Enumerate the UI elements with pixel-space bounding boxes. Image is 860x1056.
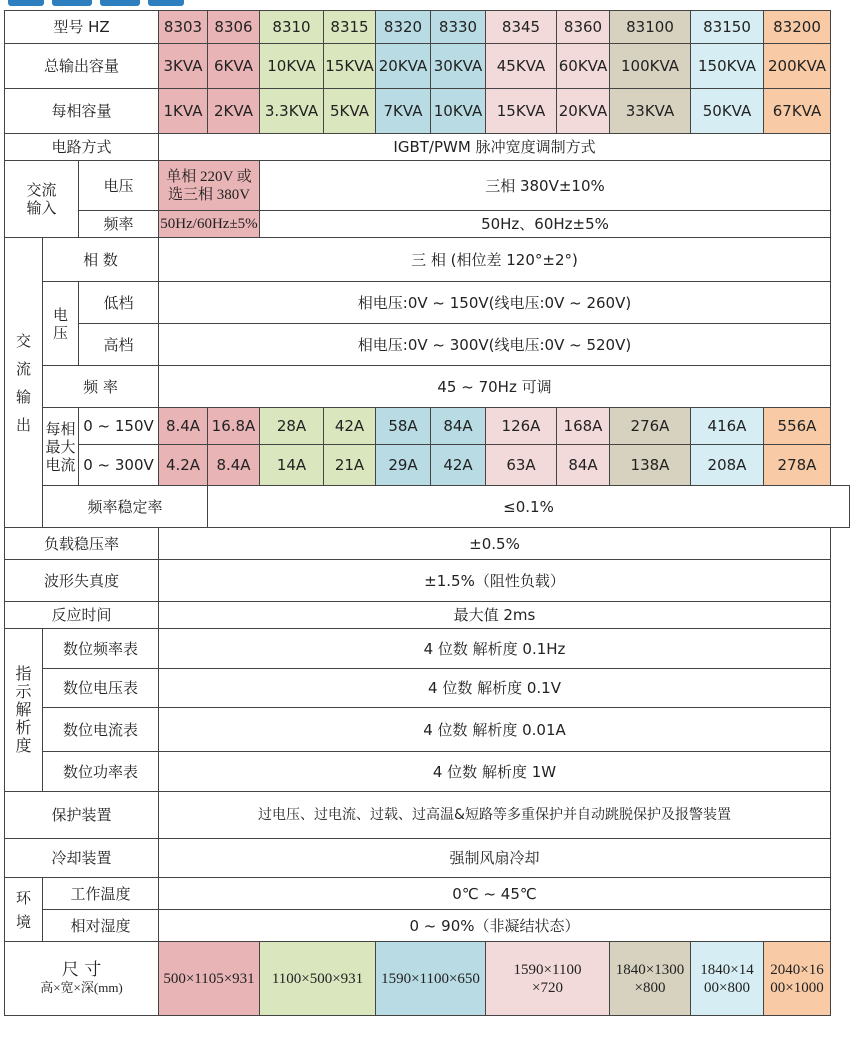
current-range1-row (5, 408, 850, 445)
environment-vertical-text: 环境 (15, 888, 31, 931)
capacity-cell: 200KVA (764, 44, 831, 89)
capacity-cell: 100KVA (610, 44, 691, 89)
current-cell: 28A (260, 408, 324, 445)
load-regulation-label: 负载稳压率 (5, 528, 159, 560)
indicator-row (5, 669, 850, 708)
phase-capacity-cell: 3.3KVA (260, 89, 324, 134)
ac-input-freq-row (5, 211, 850, 238)
models-row (5, 11, 850, 44)
current-range2-row (5, 445, 850, 486)
circuit-label: 电路方式 (5, 134, 159, 161)
capacity-cell: 15KVA (324, 44, 376, 89)
dimension-cell (376, 942, 486, 1016)
capacity-cell: 20KVA (376, 44, 431, 89)
ac-input-label (5, 161, 79, 238)
model-cell: 8306 (208, 11, 260, 44)
cooling-row (5, 839, 850, 878)
ac-input-freq-small: 50Hz/60Hz±5% (159, 211, 260, 238)
models-label: 型号 HZ (5, 11, 159, 44)
ac-output-phase-row (5, 238, 850, 282)
env-humidity-row (5, 910, 850, 942)
voltage-small-line2: 选三相 380V (167, 186, 251, 203)
protection-row (5, 792, 850, 839)
ac-output-low-row (5, 282, 850, 324)
ac-output-low-label: 低档 (79, 282, 159, 324)
current-cell: 29A (376, 445, 431, 486)
current-cell: 416A (691, 408, 764, 445)
temp-value: 0℃ ~ 45℃ (159, 878, 831, 910)
freq-stability-value: ≤0.1% (208, 486, 850, 528)
current-cell: 168A (557, 408, 610, 445)
dimension-cell (610, 942, 691, 1016)
ac-output-freq-label: 频 率 (43, 366, 159, 408)
model-cell: 8320 (376, 11, 431, 44)
indicator-value: 4 位数 解析度 1W (159, 752, 831, 792)
model-cell: 83100 (610, 11, 691, 44)
current-cell: 84A (557, 445, 610, 486)
capacity-cell: 60KVA (557, 44, 610, 89)
cooling-label: 冷却装置 (5, 839, 159, 878)
phase-capacity-row (5, 89, 850, 134)
dimension-line: 00×1000 (770, 979, 824, 996)
current-cell: 8.4A (208, 445, 260, 486)
phase-capacity-cell: 7KVA (376, 89, 431, 134)
ac-output-char: 输 (15, 387, 31, 406)
circuit-value: IGBT/PWM 脉冲宽度调制方式 (159, 134, 831, 161)
phase-capacity-cell: 15KVA (486, 89, 557, 134)
dimension-line: 500×1105×931 (163, 970, 255, 987)
humidity-value: 0 ~ 90%（非凝结状态） (159, 910, 831, 942)
current-cell: 16.8A (208, 408, 260, 445)
dimension-line: 1590×1100 (513, 961, 582, 978)
phase-capacity-cell: 33KVA (610, 89, 691, 134)
phase-capacity-cell: 10KVA (431, 89, 486, 134)
cooling-value: 强制风扇冷却 (159, 839, 831, 878)
dimension-line: 1840×14 (700, 961, 754, 978)
ac-output-high-label: 高档 (79, 324, 159, 366)
spec-table (4, 10, 850, 1016)
current-cell: 21A (324, 445, 376, 486)
dimension-cell (260, 942, 376, 1016)
humidity-label: 相对湿度 (43, 910, 159, 942)
dimension-line: 1840×1300 (615, 961, 685, 978)
model-cell: 8303 (159, 11, 208, 44)
response-value: 最大值 2ms (159, 602, 831, 629)
phase-capacity-cell: 2KVA (208, 89, 260, 134)
ac-output-freq-row (5, 366, 850, 408)
ac-input-voltage-row (5, 161, 850, 211)
capacity-cell: 45KVA (486, 44, 557, 89)
model-cell: 8315 (324, 11, 376, 44)
current-cell: 138A (610, 445, 691, 486)
total-capacity-label: 总输出容量 (5, 44, 159, 89)
phase-capacity-cell: 50KVA (691, 89, 764, 134)
current-cell: 278A (764, 445, 831, 486)
dimension-line: 00×800 (704, 979, 750, 996)
current-cell: 4.2A (159, 445, 208, 486)
circuit-row (5, 134, 850, 161)
distortion-label: 波形失真度 (5, 560, 159, 602)
ac-input-voltage-main: 三相 380V±10% (260, 161, 831, 211)
phase-capacity-cell: 20KVA (557, 89, 610, 134)
current-cell: 84A (431, 408, 486, 445)
ac-output-label (5, 238, 43, 528)
temp-label: 工作温度 (43, 878, 159, 910)
capacity-cell: 6KVA (208, 44, 260, 89)
ac-output-low-value: 相电压:0V ~ 150V(线电压:0V ~ 260V) (159, 282, 831, 324)
model-cell: 8310 (260, 11, 324, 44)
capacity-cell: 10KVA (260, 44, 324, 89)
capacity-cell: 30KVA (431, 44, 486, 89)
model-cell: 8360 (557, 11, 610, 44)
dimension-cell (764, 942, 831, 1016)
freq-stability-label: 频率稳定率 (43, 486, 208, 528)
ac-output-phase-label: 相 数 (43, 238, 159, 282)
total-capacity-row (5, 44, 850, 89)
indicators-vertical-text: 指示解析度 (15, 664, 32, 755)
dimension-line: ×800 (634, 979, 666, 996)
indicator-label: 数位电压表 (43, 669, 159, 708)
distortion-value: ±1.5%（阻性负载） (159, 560, 831, 602)
capacity-cell: 150KVA (691, 44, 764, 89)
dimensions-label-line1: 尺 寸 (61, 959, 102, 980)
indicator-label: 数位频率表 (43, 629, 159, 669)
model-cell: 83150 (691, 11, 764, 44)
voltage-small-line1: 单相 220V 或 (166, 168, 252, 185)
current-cell: 63A (486, 445, 557, 486)
phase-capacity-cell: 67KVA (764, 89, 831, 134)
dimension-line: 1590×1100×650 (381, 970, 480, 987)
current-cell: 556A (764, 408, 831, 445)
response-label: 反应时间 (5, 602, 159, 629)
range1-label: 0 ~ 150V (79, 408, 159, 445)
model-cell: 83200 (764, 11, 831, 44)
current-cell: 276A (610, 408, 691, 445)
dimensions-label (5, 942, 159, 1016)
indicator-value: 4 位数 解析度 0.1V (159, 669, 831, 708)
ac-input-freq-label: 频率 (79, 211, 159, 238)
dimension-cell (486, 942, 610, 1016)
dimension-line: 1100×500×931 (271, 970, 364, 987)
protection-label: 保护装置 (5, 792, 159, 839)
indicator-value: 4 位数 解析度 0.01A (159, 708, 831, 752)
ac-output-voltage-label (43, 282, 79, 366)
dimensions-label-line2: 高×宽×深(mm) (40, 979, 123, 995)
ac-input-label-text: 交流输入 (26, 181, 57, 217)
dimensions-row (5, 942, 850, 1016)
indicators-label (5, 629, 43, 792)
phase-capacity-label: 每相容量 (5, 89, 159, 134)
range2-label: 0 ~ 300V (79, 445, 159, 486)
env-temp-row (5, 878, 850, 910)
dimension-line: 2040×16 (770, 961, 824, 978)
indicator-row (5, 629, 850, 669)
current-label-text: 每相最大电流 (45, 419, 76, 474)
capacity-cell: 3KVA (159, 44, 208, 89)
load-regulation-row (5, 528, 850, 560)
phase-capacity-cell: 5KVA (324, 89, 376, 134)
current-cell: 58A (376, 408, 431, 445)
model-cell: 8345 (486, 11, 557, 44)
current-cell: 14A (260, 445, 324, 486)
protection-value: 过电压、过电流、过载、过高温&短路等多重保护并自动跳脱保护及报警装置 (159, 792, 831, 839)
ac-input-voltage-label: 电压 (79, 161, 159, 211)
model-cell: 8330 (431, 11, 486, 44)
ac-output-char: 流 (15, 359, 31, 378)
current-label (43, 408, 79, 486)
ac-output-freq-value: 45 ~ 70Hz 可调 (159, 366, 831, 408)
current-cell: 8.4A (159, 408, 208, 445)
ac-input-freq-main: 50Hz、60Hz±5% (260, 211, 831, 238)
ac-output-high-value: 相电压:0V ~ 300V(线电压:0V ~ 520V) (159, 324, 831, 366)
current-cell: 42A (324, 408, 376, 445)
dimension-cell (691, 942, 764, 1016)
ac-input-voltage-small (159, 161, 260, 211)
distortion-row (5, 560, 850, 602)
indicator-row (5, 708, 850, 752)
phase-capacity-cell: 1KVA (159, 89, 208, 134)
current-cell: 208A (691, 445, 764, 486)
current-cell: 126A (486, 408, 557, 445)
response-row (5, 602, 850, 629)
freq-stability-row (5, 486, 850, 528)
ac-output-high-row (5, 324, 850, 366)
indicator-value: 4 位数 解析度 0.1Hz (159, 629, 831, 669)
indicator-label: 数位功率表 (43, 752, 159, 792)
environment-label (5, 878, 43, 942)
load-regulation-value: ±0.5% (159, 528, 831, 560)
ac-output-phase-value: 三 相 (相位差 120°±2°) (159, 238, 831, 282)
voltage-vertical-text: 电压 (52, 305, 68, 342)
indicator-row (5, 752, 850, 792)
top-header-fragment (0, 0, 860, 10)
dimension-line: ×720 (532, 979, 563, 996)
ac-output-char: 交 (15, 331, 31, 350)
dimension-cell (159, 942, 260, 1016)
current-cell: 42A (431, 445, 486, 486)
ac-output-char: 出 (15, 415, 31, 434)
indicator-label: 数位电流表 (43, 708, 159, 752)
